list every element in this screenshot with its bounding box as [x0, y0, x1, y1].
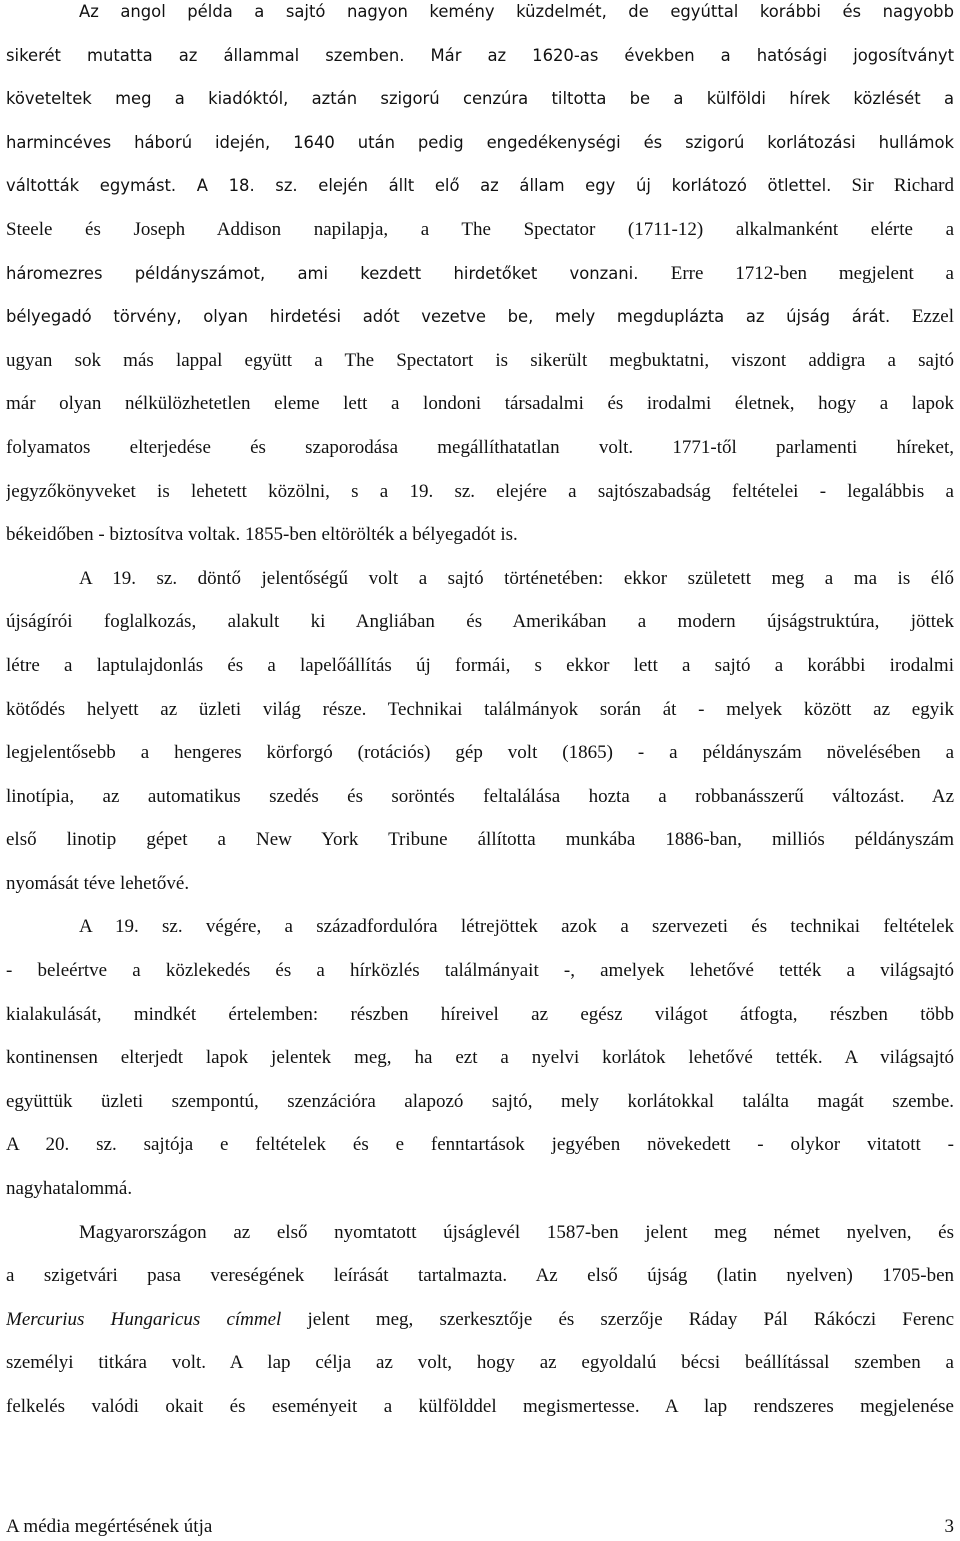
- text-segment: jelent meg, szerkesztője és szerzője Ráday Pál Rákóczi Ferenc: [281, 1308, 954, 1330]
- text-line: [6, 174, 954, 218]
- text-line: [6, 1308, 954, 1352]
- text-line: jegyzőkönyveket is lehetett közölni, s a 19. sz. elejére a sajtószabadság feltételei - legalábbis a: [6, 480, 954, 502]
- text-segment: bélyegadó törvény, olyan hirdetési adót vezetve be, mely megduplázta az újság árát.: [6, 307, 912, 327]
- text-line: létre a laptulajdonlás és a lapelőállítás új formái, s ekkor lett a sajtó a korábbi irodalmi: [6, 654, 954, 676]
- text-line: együttük üzleti szempontú, szenzációra alapozó sajtó, mely korlátokkal találta magát szembe.: [6, 1090, 954, 1112]
- text-line: kialakulását, mindkét értelemben: részben híreivel az egész világot átfogta, részben több: [6, 1003, 954, 1025]
- text-line: harmincéves háború idején, 1640 után pedig engedékenységi és szigorú korlátozási hullámok: [6, 132, 954, 152]
- text-line: linotípia, az automatikus szedés és soröntés feltalálása hozta a robbanásszerű változást. Az: [6, 785, 954, 807]
- text-line: első linotip gépet a New York Tribune állította munkába 1886-ban, milliós példányszám: [6, 829, 954, 851]
- text-line: - beleértve a közlekedés és a hírközlés találmányait -, amelyek lehetővé tették a világsajtó: [6, 960, 954, 982]
- text-line: kötődés helyett az üzleti világ része. Technikai találmányok során át - melyek között az egyik: [6, 698, 954, 720]
- text-segment: váltották egymást. A 18. sz. elején állt elő az állam egy új korlátozó ötlettel.: [6, 176, 832, 196]
- text-line: Az angol példa a sajtó nagyon kemény küzdelmét, de egyúttal korábbi és nagyobb: [79, 2, 954, 21]
- newspaper-title: Mercurius Hungaricus címmel: [6, 1308, 282, 1330]
- text-line: ugyan sok más lappal együtt a The Spectatort is sikerült megbuktatni, viszont addigra a sajtó: [6, 349, 954, 371]
- page-footer: [6, 1515, 954, 1539]
- text-segment: Sir Richard: [851, 175, 954, 197]
- text-line: [6, 305, 954, 349]
- page-number: 3: [944, 1516, 954, 1537]
- text-line: személyi titkára volt. A lap célja az volt, hogy az egyoldalú bécsi beállítással szemben a: [6, 1352, 954, 1374]
- text-line: követeltek meg a kiadóktól, aztán szigorú cenzúra tiltotta be a külföldi hírek közlését a: [6, 89, 954, 109]
- text-line: A 20. sz. sajtója e feltételek és e fenntartások jegyében növekedett - olykor vitatott -: [6, 1134, 954, 1156]
- text-line: a szigetvári pasa vereségének leírását tartalmazta. Az első újság (latin nyelven) 1705-ben: [6, 1265, 954, 1287]
- text-segment: Ezzel: [911, 306, 954, 328]
- text-line: sikerét mutatta az állammal szemben. Már az 1620-as években a hatósági jogosítványt: [6, 45, 954, 65]
- footer-title: A média megértésének útja: [6, 1516, 213, 1537]
- text-line: újságírói foglalkozás, alakult ki Angliában és Amerikában a modern újságstruktúra, jöttek: [6, 611, 954, 633]
- text-line: felkelés valódi okait és eseményeit a külfölddel megismertesse. A lap rendszeres megjelenése: [6, 1396, 954, 1417]
- text-line: A 19. sz. végére, a századfordulóra létrejöttek azok a szervezeti és technikai feltételek: [79, 916, 954, 938]
- text-line: Steele és Joseph Addison napilapja, a The Spectator (1711-12) alkalmanként elérte a: [6, 218, 954, 240]
- text-segment: háromezres példányszámot, ami kezdett hirdetőket vonzani.: [6, 263, 671, 283]
- text-line: békeidőben - biztosítva voltak. 1855-ben eltörölték a bélyegadót is.: [6, 524, 518, 546]
- document-body: [6, 0, 954, 1439]
- text-line: legjelentősebb a hengeres körforgó (rotációs) gép volt (1865) - a példányszám növelésében a: [6, 742, 954, 764]
- text-line: nagyhatalommá.: [6, 1178, 133, 1200]
- text-line: nyomását téve lehetővé.: [6, 872, 190, 894]
- text-line: már olyan nélkülözhetetlen eleme lett a londoni társadalmi és irodalmi életnek, hogy a lapok: [6, 393, 954, 415]
- text-line: folyamatos elterjedése és szaporodása megállíthatatlan volt. 1771-től parlamenti híreket,: [6, 436, 954, 458]
- text-segment: Erre 1712-ben megjelent a: [670, 262, 954, 284]
- text-line: kontinensen elterjedt lapok jelentek meg, ha ezt a nyelvi korlátok lehetővé tették. A világsajtó: [6, 1047, 954, 1069]
- text-line: Magyarországon az első nyomtatott újságlevél 1587-ben jelent meg német nyelven, és: [79, 1221, 954, 1243]
- text-line: [6, 262, 954, 306]
- text-line: A 19. sz. döntő jelentőségű volt a sajtó történetében: ekkor született meg a ma is élő: [79, 567, 954, 589]
